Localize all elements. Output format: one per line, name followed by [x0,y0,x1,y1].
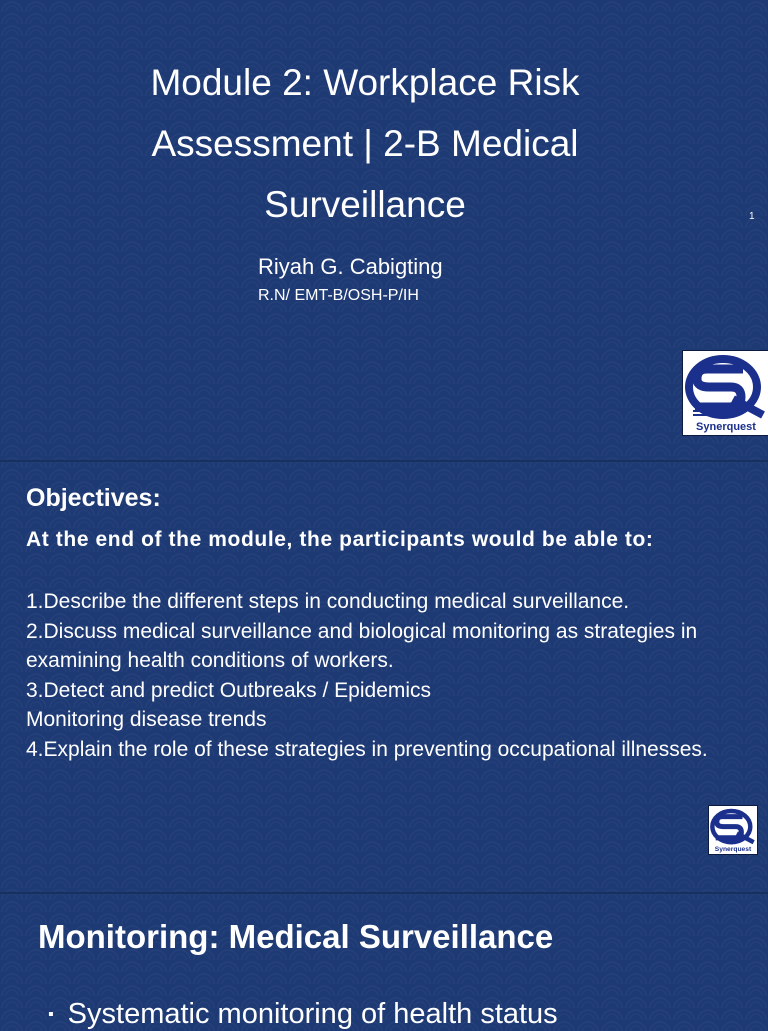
objectives-list [26,587,746,764]
list-item: Monitoring disease trends [26,708,267,731]
author-name: Riyah G. Cabigting [258,254,443,279]
synerquest-logo-small-icon [709,806,757,854]
logo-wordmark: Synerquest [696,421,756,433]
synerquest-logo [682,350,768,436]
page-number: 1 [749,211,755,222]
slide-divider [0,460,768,462]
bullet-text: Systematic monitoring of health status [67,998,558,1030]
bullet-icon: ▪ [48,1006,54,1024]
module-title-line-1: Module 2: Workplace Risk [150,62,580,103]
synerquest-logo-icon [683,351,768,435]
list-item: 1.Describe the different steps in conducting medical surveillance. [26,590,630,613]
list-item: 3.Detect and predict Outbreaks / Epidemics [26,678,432,702]
objectives-heading: Objectives: [26,484,161,512]
list-item: 2.Discuss medical surveillance and biological monitoring as strategies in examining health conditions of workers. [26,619,698,672]
list-item: 4.Explain the role of these strategies in preventing occupational illnesses. [26,737,708,761]
logo-wordmark-small: Synerquest [714,846,752,854]
objectives-intro: At the end of the module, the participants would be able to: [26,528,654,551]
monitoring-title: Monitoring: Medical Surveillance [38,918,554,955]
bullet-item [48,998,558,1031]
synerquest-logo-small [708,805,758,855]
module-title [60,52,670,235]
module-title-line-3: Surveillance [264,184,466,225]
slide-title [0,0,768,460]
author-credentials: R.N/ EMT-B/OSH-P/IH [258,287,419,304]
module-title-line-2: Assessment | 2-B Medical [151,123,579,164]
slide-divider [0,892,768,894]
